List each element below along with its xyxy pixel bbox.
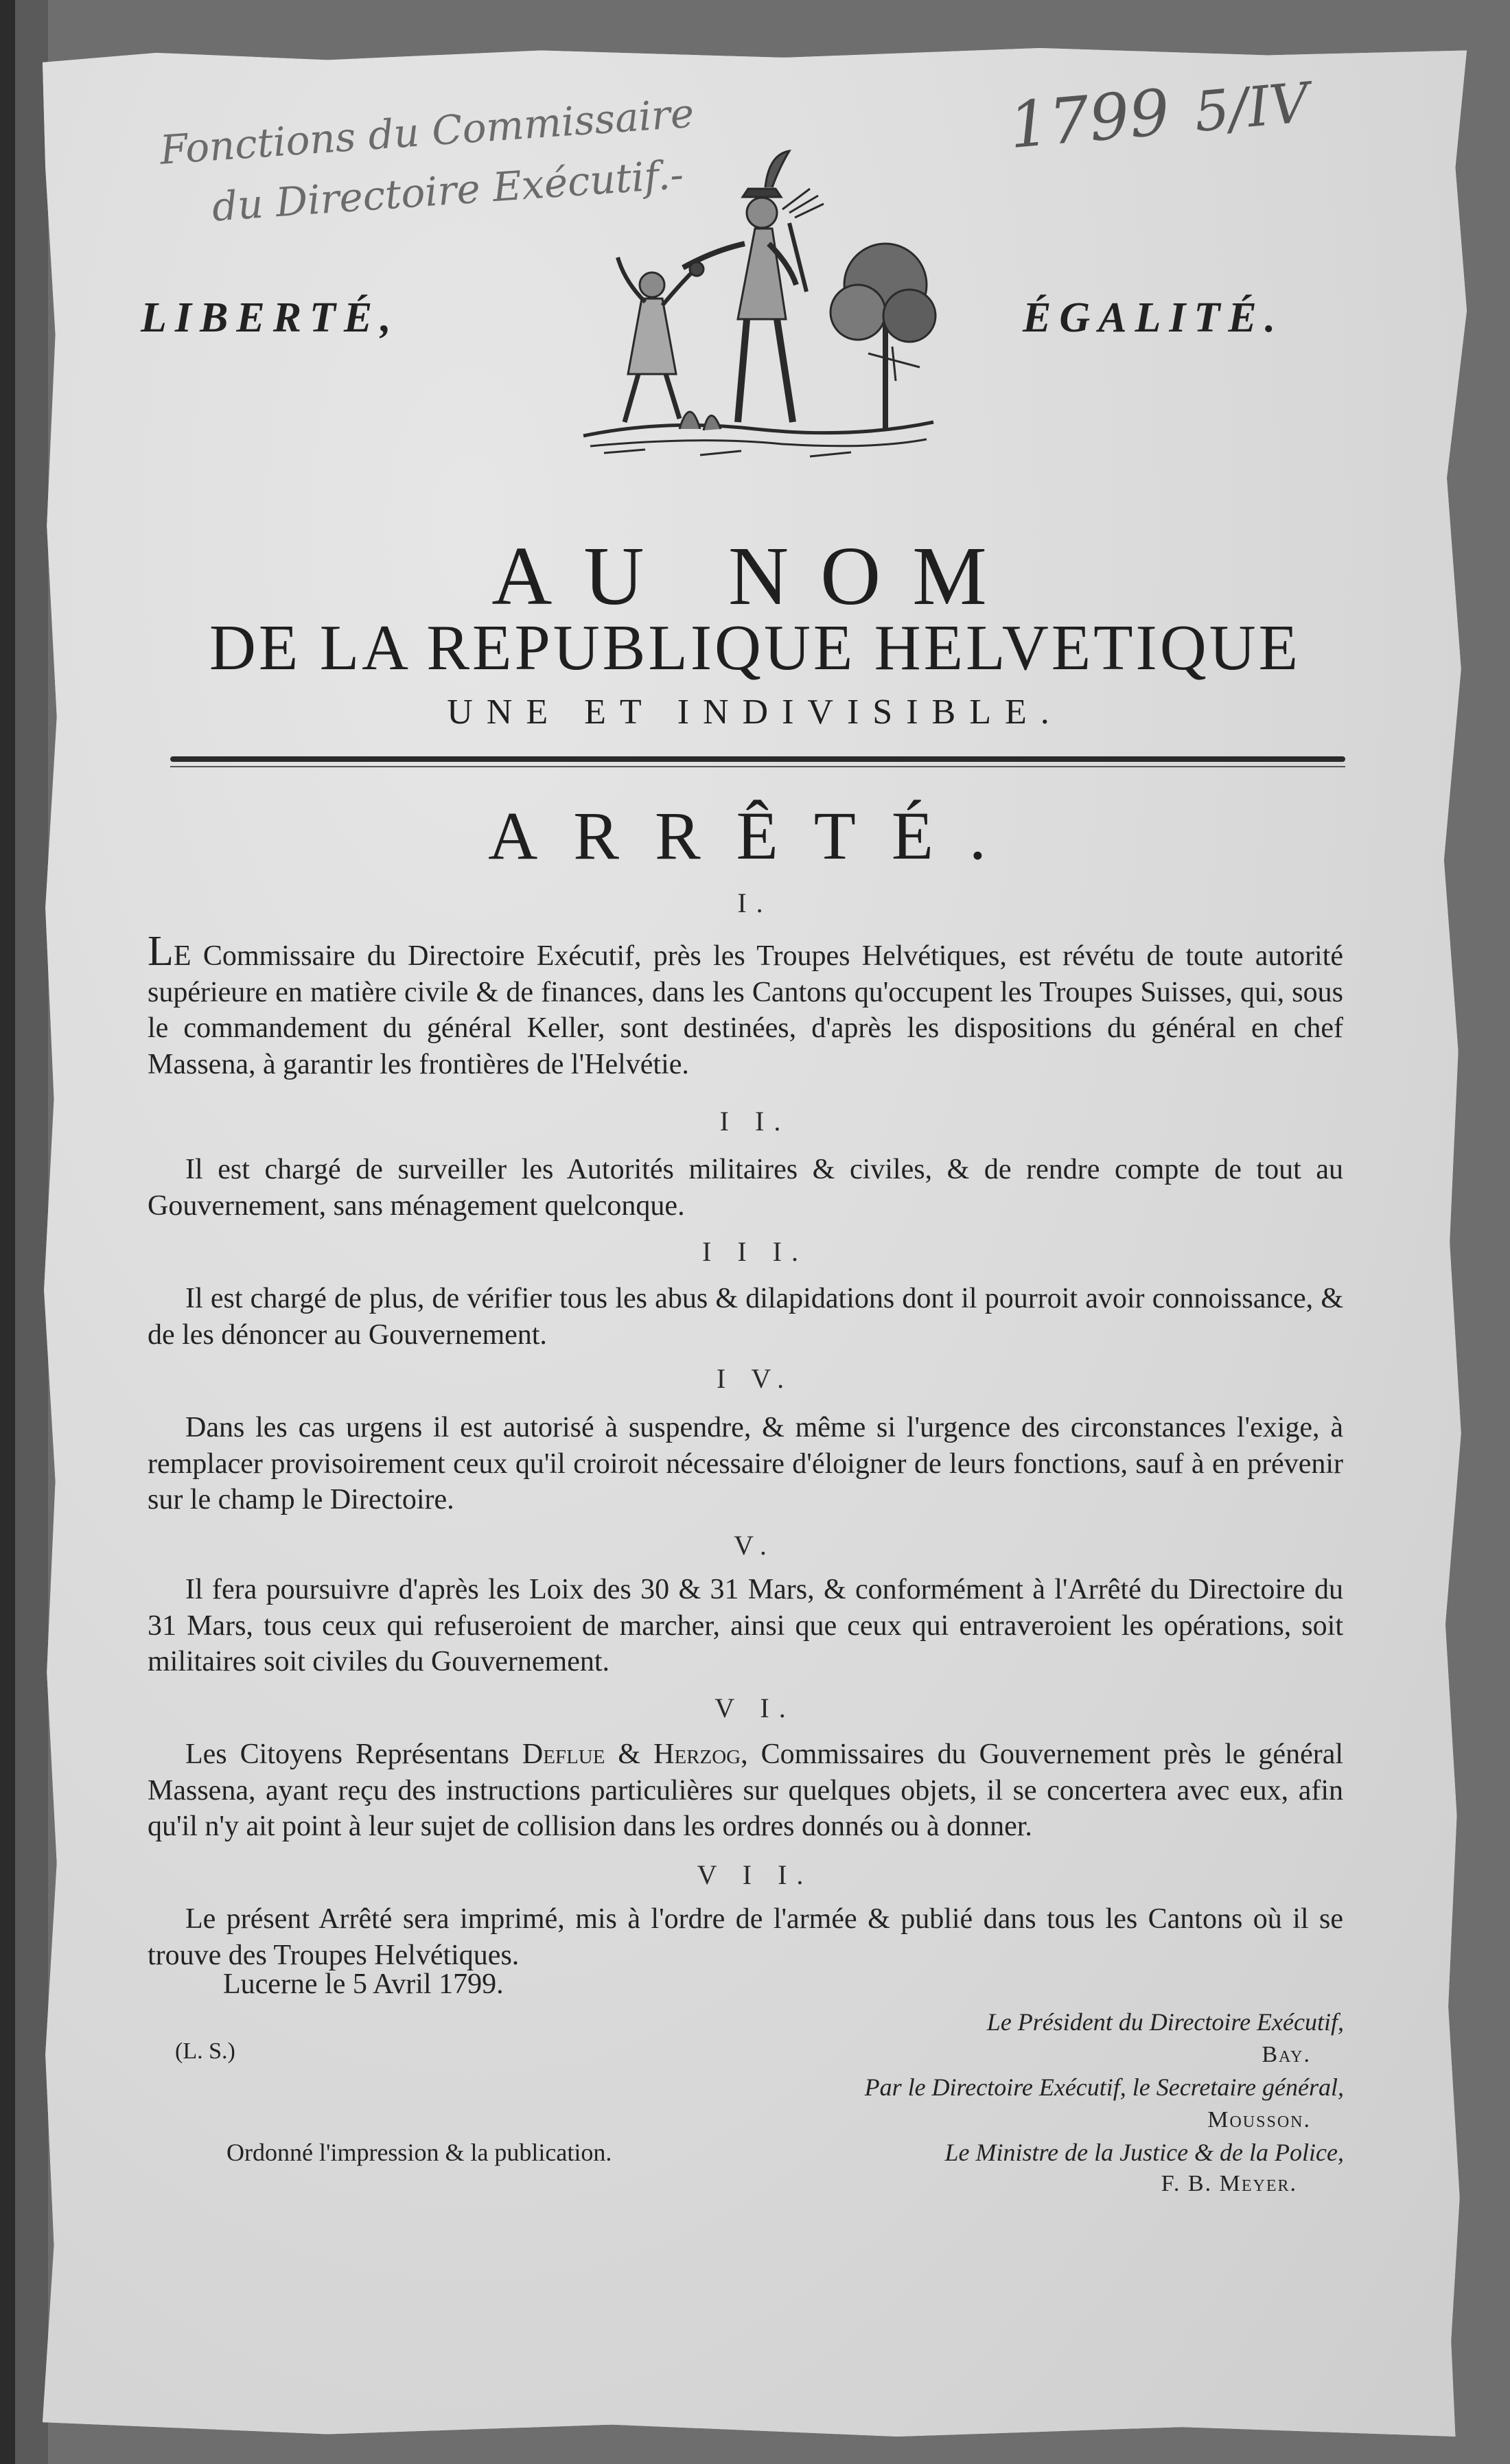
article-4-text: Dans les cas urgens il est autorisé à suspendre, & même si l'urgence des circonstances l'exige, à remplacer provisoirement ceux qu'il croiroit nécessaire d'éloigner de leurs fonctions, sauf à en prévenir sur le champ le Directoire. xyxy=(148,1412,1343,1515)
article-1-body: E Commissaire du Directoire Exécutif, près les Troupes Helvétiques, est révétu de toute autorité supérieure en matière civile & de finances, dans les Cantons qu'occupent les Troupes Suisses, qui, sous le commandement du général Keller, sont destinées, d'après les dispositions du général en chef Massena, à garantir les frontières de l'Helvétie. xyxy=(148,940,1343,1080)
issue-date: Lucerne le 5 Avril 1799. xyxy=(223,1968,504,2000)
drop-initial: L xyxy=(148,928,174,975)
article-number: V. xyxy=(734,1530,776,1561)
signature-secretary-label: Par le Directoire Exécutif, le Secretaire général, xyxy=(864,2073,1344,2101)
ornamental-rule-thin xyxy=(170,766,1345,767)
article-3-text: Il est chargé de plus, de vérifier tous les abus & dilapidations dont il pourroit avoir connoissance, & de les dénoncer au Gouvernement. xyxy=(148,1283,1343,1351)
title-au-nom: AU NOM xyxy=(491,530,1019,623)
article-number: V I I. xyxy=(697,1859,813,1890)
handwritten-reference: 5/IV xyxy=(1192,70,1312,145)
handwritten-year: 1799 xyxy=(1006,75,1173,163)
article-2-text: Il est chargé de surveiller les Autorités militaires & civiles, & de rendre compte de tout au Gouvernement, sans ménagement quelconque. xyxy=(148,1154,1343,1222)
motto-egalite: ÉGALITÉ. xyxy=(1023,294,1284,341)
signature-minister-label: Le Ministre de la Justice & de la Police, xyxy=(944,2139,1344,2166)
article-5-text: Il fera poursuivre d'après les Loix des 30 & 31 Mars, & conformément à l'Arrêté du Directoire du 31 Mars, tous ceux qui refuseroient de marcher, ainsi que ceux qui entraveroient les opérations, soit militaires soit civiles du Gouvernement. xyxy=(148,1574,1343,1677)
title-une-et-indivisible: UNE ET INDIVISIBLE. xyxy=(447,693,1063,732)
ornamental-rule xyxy=(170,756,1345,762)
article-number: I V. xyxy=(716,1363,794,1394)
article-1-text xyxy=(148,928,1343,1082)
scan-edge-strip xyxy=(0,0,15,2464)
signature-minister-name: F. B. Meyer. xyxy=(1161,2171,1297,2196)
article-7-text: Le présent Arrêté sera imprimé, mis à l'ordre de l'armée & publié dans tous les Cantons où il se trouve des Troupes Helvétiques. xyxy=(148,1903,1343,1971)
article-number: I I. xyxy=(719,1106,791,1137)
signature-president-name: Bay. xyxy=(1262,2042,1311,2067)
signature-secretary-name: Mousson. xyxy=(1207,2107,1311,2132)
print-order: Ordonné l'impression & la publication. xyxy=(226,2139,612,2166)
article-6-conj: & xyxy=(605,1739,654,1770)
tell-vignette-illustration xyxy=(563,148,947,470)
seal-mark: (L. S.) xyxy=(175,2038,235,2064)
handwritten-note-line2: du Directoire Exécutif.- xyxy=(210,150,686,231)
title-republique: DE LA REPUBLIQUE HELVETIQUE xyxy=(209,612,1301,684)
article-6-intro: Les Citoyens Représentans xyxy=(185,1739,522,1770)
article-6-text xyxy=(148,1736,1343,1845)
article-number: I I I. xyxy=(702,1236,808,1267)
article-number: V I. xyxy=(715,1693,795,1723)
motto-liberte: LIBERTÉ, xyxy=(141,294,399,341)
title-arrete: ARRÊTÉ. xyxy=(488,798,1022,874)
article-6-rest: , Commissaires du Gouvernement près le général Massena, ayant reçu des instructions particulières sur quelques objets, il se concertera avec eux, afin qu'il n'y ait point à leur sujet de collision dans les ordres donnés ou à donner. xyxy=(148,1739,1344,1842)
article-number: I. xyxy=(737,887,773,918)
name-herzog: Herzog xyxy=(653,1739,741,1770)
name-deflue: Deflue xyxy=(522,1739,605,1770)
signature-president-label: Le Président du Directoire Exécutif, xyxy=(986,2008,1344,2036)
handwritten-note-line1: Fonctions du Commissaire xyxy=(158,89,696,174)
